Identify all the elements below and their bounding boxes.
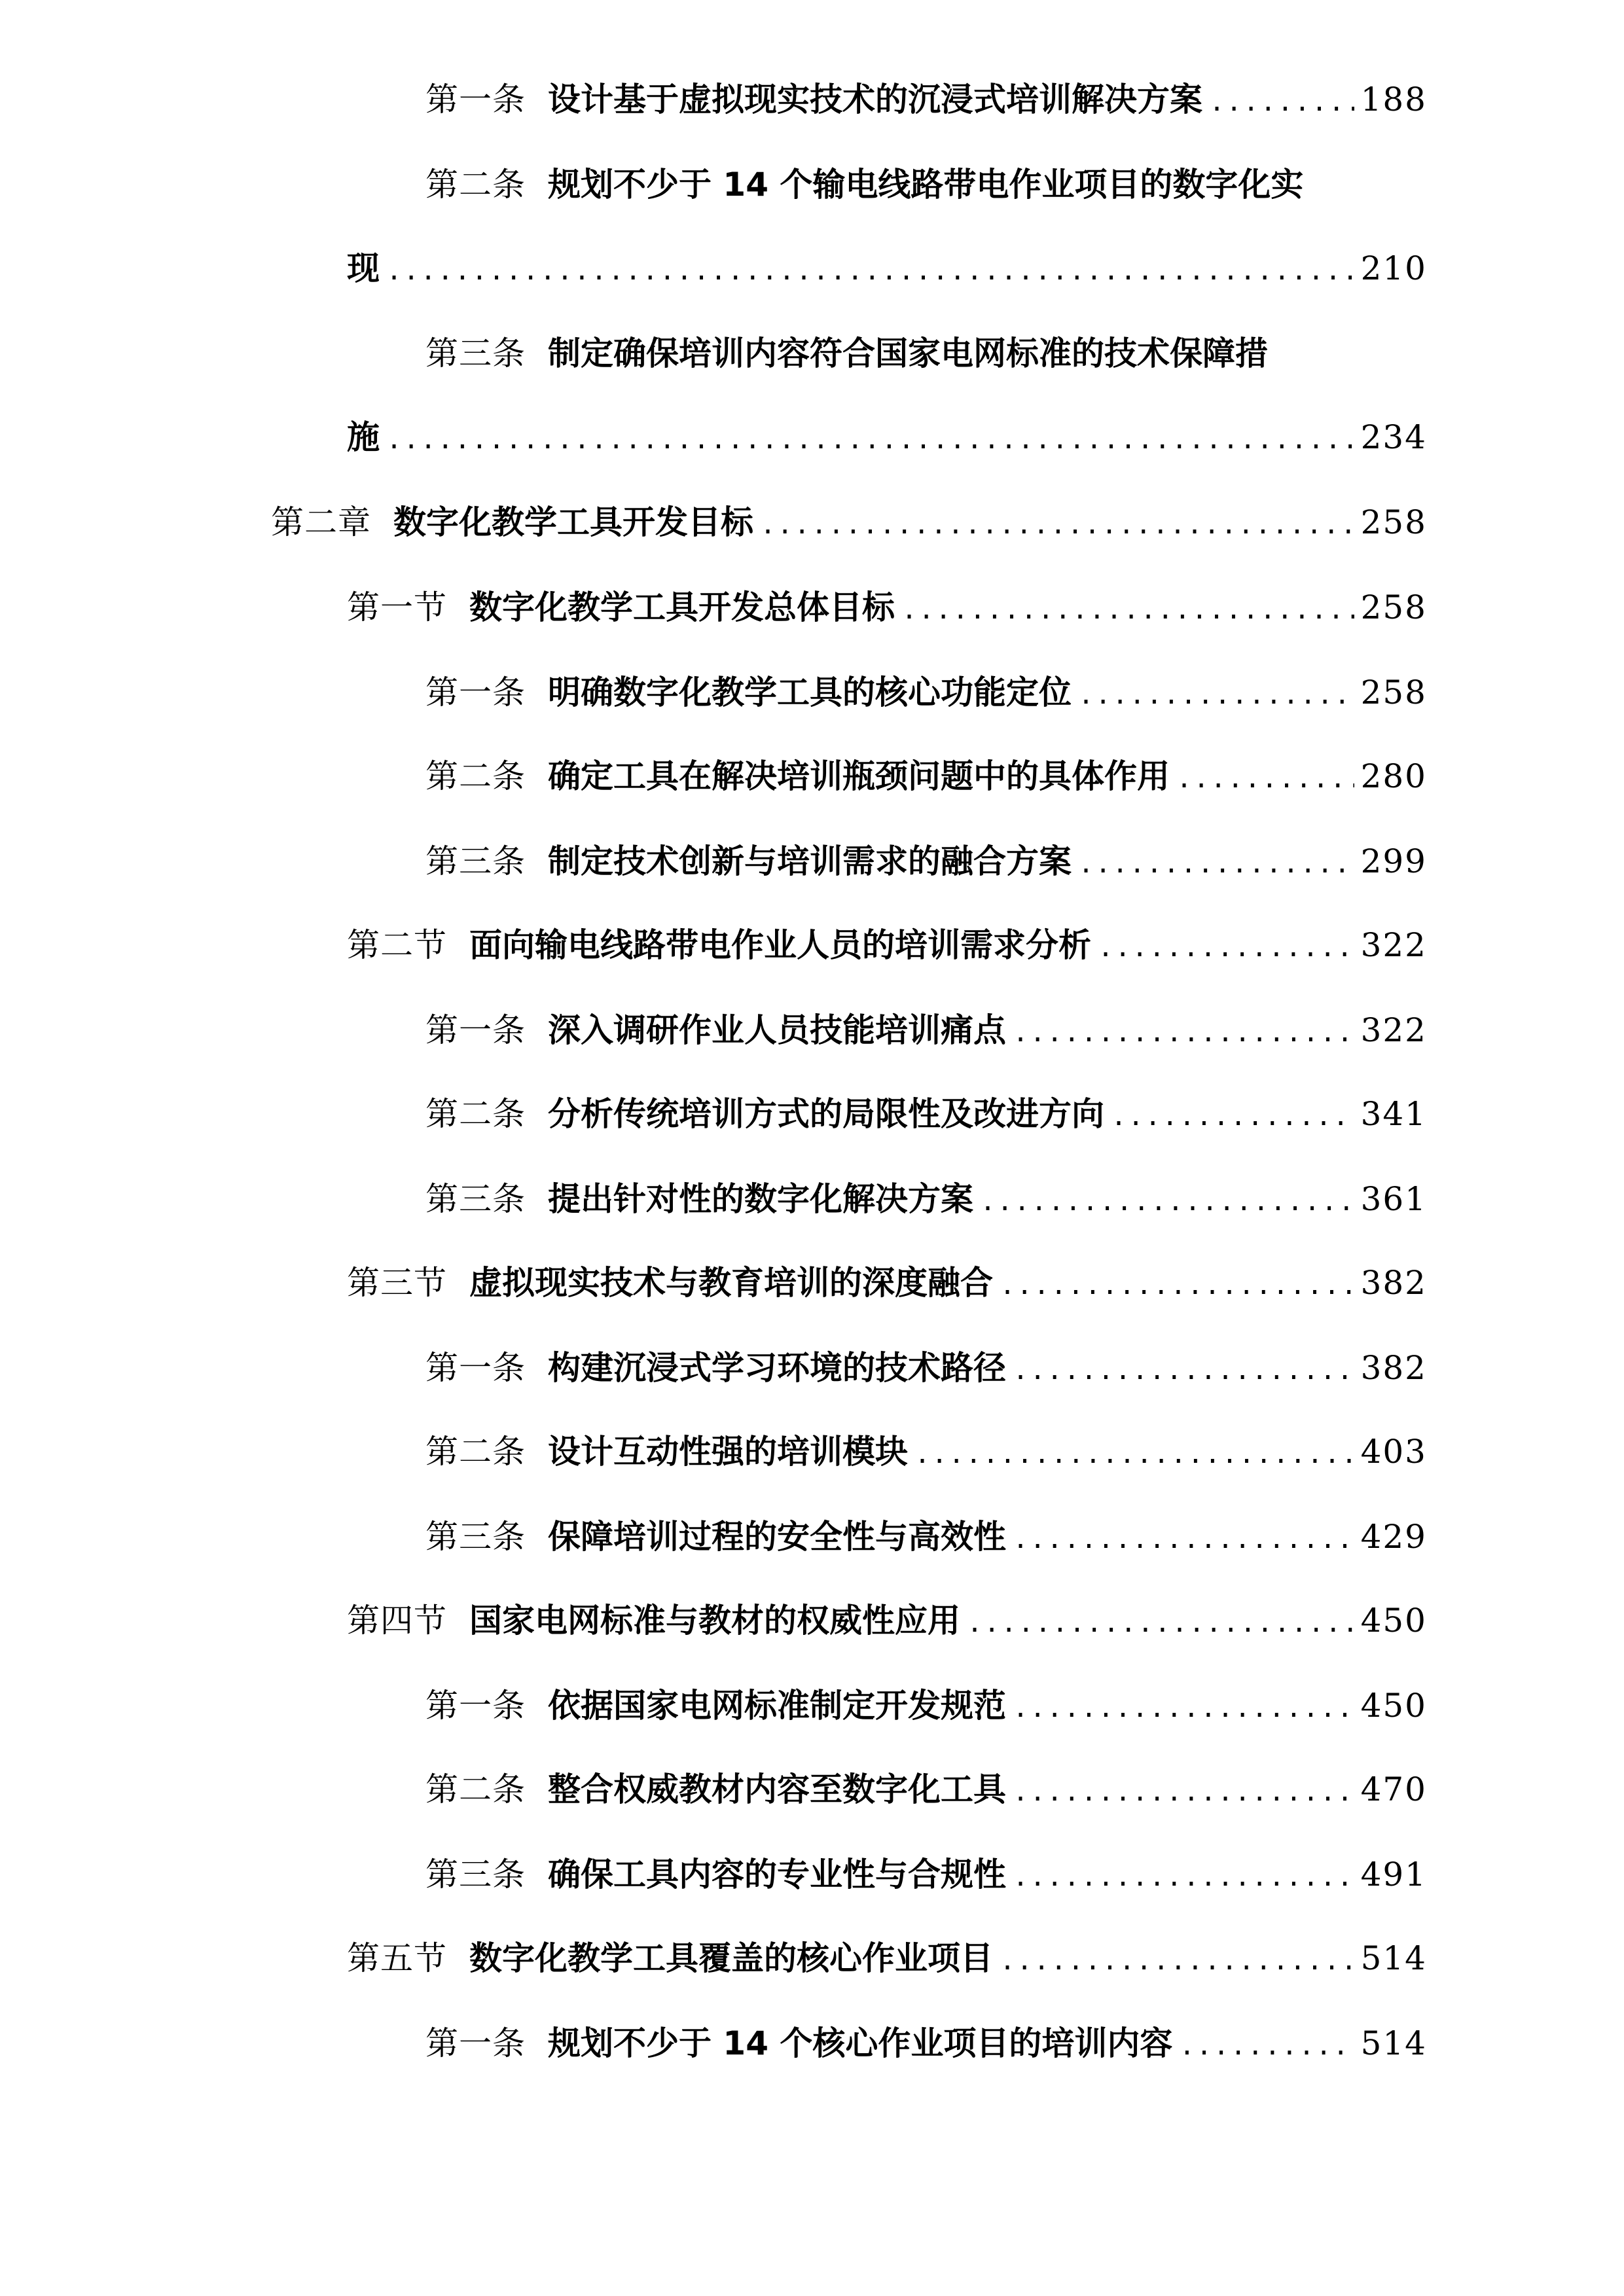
entry-title: 国家电网标准与教材的权威性应用: [469, 1602, 960, 1640]
toc-entry-section[interactable]: [347, 1257, 1427, 1309]
entry-number: 第三条: [425, 842, 526, 880]
entry-title: 数字化教学工具开发目标: [393, 503, 753, 541]
dot-leader: [386, 245, 1354, 297]
entry-number: 第一条: [425, 1349, 526, 1387]
page-number: 382: [1360, 1264, 1427, 1302]
dot-leader: [1078, 669, 1354, 721]
toc-entry-section[interactable]: [347, 581, 1427, 634]
dot-leader: [1013, 1851, 1354, 1903]
entry-title-continuation: 现: [347, 249, 380, 287]
page-number: 322: [1360, 926, 1427, 964]
toc-entry[interactable]: [425, 1763, 1427, 1816]
entry-number: 第四节: [347, 1602, 447, 1640]
entry-title: 规划不少于 14 个核心作业项目的培训内容: [548, 2024, 1173, 2062]
dot-leader: [386, 414, 1354, 466]
entry-number: 第二条: [425, 1770, 526, 1808]
entry-number: 第二条: [425, 1095, 526, 1133]
dot-leader: [914, 1428, 1354, 1480]
entry-title: 虚拟现实技术与教育培训的深度融合: [469, 1264, 993, 1302]
toc-entry-section[interactable]: [347, 1594, 1427, 1647]
entry-title: 构建沉浸式学习环境的技术路径: [548, 1349, 1006, 1387]
entry-title: 明确数字化教学工具的核心功能定位: [548, 673, 1072, 711]
entry-number: 第一条: [425, 1011, 526, 1049]
entry-number: 第一条: [425, 1687, 526, 1725]
toc-entry[interactable]: [425, 835, 1427, 888]
toc-entry-chapter[interactable]: [271, 496, 1427, 548]
page-number: 450: [1360, 1602, 1427, 1640]
page-number: 322: [1360, 1011, 1427, 1049]
entry-number: 第三条: [425, 1180, 526, 1218]
dot-leader: [1000, 1935, 1354, 1987]
toc-entry[interactable]: [425, 73, 1427, 126]
page-number: 382: [1360, 1349, 1427, 1387]
toc-entry[interactable]: [425, 1848, 1427, 1901]
toc-entry[interactable]: [425, 2017, 1427, 2070]
page-number: 429: [1360, 1518, 1427, 1556]
entry-number: 第三条: [425, 1856, 526, 1893]
toc-entry-section[interactable]: [347, 919, 1427, 971]
entry-number: 第一节: [347, 588, 447, 626]
page-number: 514: [1360, 2024, 1427, 2062]
dot-leader: [1078, 838, 1354, 890]
toc-entry-continuation[interactable]: [347, 411, 1427, 463]
entry-number: 第三条: [425, 1518, 526, 1556]
entry-number: 第三条: [425, 334, 526, 372]
page-number: 258: [1360, 588, 1427, 626]
page-number: 514: [1360, 1939, 1427, 1977]
dot-leader: [1013, 1682, 1354, 1734]
page-number: 258: [1360, 503, 1427, 541]
entry-number: 第一条: [425, 81, 526, 118]
toc-entry[interactable]: [425, 666, 1427, 719]
toc-entry[interactable]: [425, 1426, 1427, 1478]
entry-title: 确保工具内容的专业性与合规性: [548, 1856, 1006, 1893]
dot-leader: [1098, 922, 1354, 974]
toc-entry[interactable]: [425, 750, 1427, 802]
entry-number: 第五节: [347, 1939, 447, 1977]
dot-leader: [1209, 76, 1354, 128]
entry-number: 第二节: [347, 926, 447, 964]
entry-title: 数字化教学工具覆盖的核心作业项目: [469, 1939, 993, 1977]
dot-leader: [1111, 1090, 1354, 1143]
entry-title: 规划不少于 14 个输电线路带电作业项目的数字化实: [548, 166, 1304, 204]
dot-leader: [1013, 1007, 1354, 1059]
toc-entry[interactable]: [425, 1679, 1427, 1732]
entry-title: 设计基于虚拟现实技术的沉浸式培训解决方案: [548, 81, 1202, 118]
entry-title: 提出针对性的数字化解决方案: [548, 1180, 973, 1218]
dot-leader: [1179, 2020, 1354, 2072]
entry-title: 设计互动性强的培训模块: [548, 1433, 908, 1471]
dot-leader: [980, 1175, 1354, 1228]
dot-leader: [1013, 1513, 1354, 1566]
page-number: 299: [1360, 842, 1427, 880]
dot-leader: [1176, 753, 1354, 805]
entry-number: 第二条: [425, 757, 526, 795]
entry-title: 深入调研作业人员技能培训痛点: [548, 1011, 1006, 1049]
toc-entry[interactable]: [425, 1342, 1427, 1394]
toc-entry-continuation[interactable]: [347, 242, 1427, 295]
page-number: 234: [1360, 418, 1427, 456]
entry-title: 面向输电线路带电作业人员的培训需求分析: [469, 926, 1091, 964]
page-number: 470: [1360, 1770, 1427, 1808]
page-number: 341: [1360, 1095, 1427, 1133]
entry-number: 第一条: [425, 673, 526, 711]
toc-entry[interactable]: [425, 1511, 1427, 1563]
dot-leader: [901, 584, 1354, 636]
entry-title-continuation: 施: [347, 418, 380, 456]
toc-entry[interactable]: [425, 1004, 1427, 1056]
entry-title: 分析传统培训方式的局限性及改进方向: [548, 1095, 1104, 1133]
page-number: 450: [1360, 1687, 1427, 1725]
page-number: 491: [1360, 1856, 1427, 1893]
dot-leader: [760, 499, 1354, 551]
entry-title: 制定确保培训内容符合国家电网标准的技术保障措: [548, 334, 1268, 372]
page-number: 403: [1360, 1433, 1427, 1471]
entry-number: 第三节: [347, 1264, 447, 1302]
page-number: 210: [1360, 249, 1427, 287]
toc-entry-section[interactable]: [347, 1932, 1427, 1984]
toc-entry[interactable]: [425, 1173, 1427, 1225]
entry-title: 保障培训过程的安全性与高效性: [548, 1518, 1006, 1556]
dot-leader: [1013, 1344, 1354, 1397]
page-number: 280: [1360, 757, 1427, 795]
dot-leader: [1000, 1259, 1354, 1312]
page-number: 361: [1360, 1180, 1427, 1218]
entry-number: 第二条: [425, 166, 526, 204]
dot-leader: [967, 1597, 1354, 1649]
toc-entry[interactable]: [425, 327, 1427, 380]
entry-title: 数字化教学工具开发总体目标: [469, 588, 895, 626]
entry-title: 整合权威教材内容至数字化工具: [548, 1770, 1006, 1808]
entry-number: 第二章: [271, 503, 371, 541]
entry-number: 第二条: [425, 1433, 526, 1471]
entry-title: 依据国家电网标准制定开发规范: [548, 1687, 1006, 1725]
page-number: 188: [1360, 81, 1427, 118]
entry-number: 第一条: [425, 2024, 526, 2062]
entry-title: 制定技术创新与培训需求的融合方案: [548, 842, 1072, 880]
dot-leader: [1013, 1766, 1354, 1818]
page-number: 258: [1360, 673, 1427, 711]
toc-entry[interactable]: [425, 158, 1427, 211]
entry-title: 确定工具在解决培训瓶颈问题中的具体作用: [548, 757, 1170, 795]
toc-entry[interactable]: [425, 1088, 1427, 1140]
